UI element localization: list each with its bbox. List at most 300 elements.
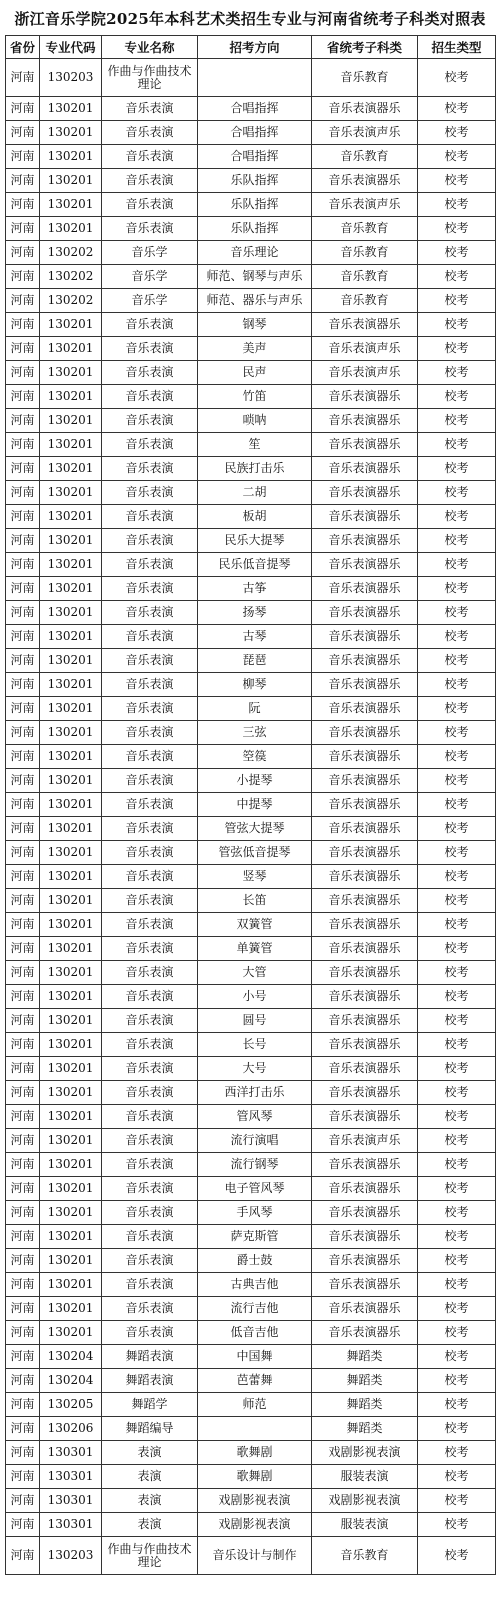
cell-province: 河南 <box>6 1513 40 1537</box>
cell-subcategory: 音乐教育 <box>312 145 418 169</box>
cell-admission-type: 校考 <box>418 59 496 97</box>
cell-major-name: 音乐表演 <box>102 433 198 457</box>
cell-province: 河南 <box>6 937 40 961</box>
cell-major-code: 130201 <box>40 217 102 241</box>
cell-province: 河南 <box>6 1081 40 1105</box>
cell-admission-type: 校考 <box>418 169 496 193</box>
table-row <box>6 1177 496 1201</box>
cell-province: 河南 <box>6 1417 40 1441</box>
cell-province: 河南 <box>6 289 40 313</box>
mapping-table <box>5 35 496 1575</box>
table-row <box>6 817 496 841</box>
table-row <box>6 241 496 265</box>
cell-admission-type: 校考 <box>418 841 496 865</box>
cell-subcategory: 音乐表演器乐 <box>312 649 418 673</box>
table-row <box>6 673 496 697</box>
cell-province: 河南 <box>6 1177 40 1201</box>
cell-major-name: 音乐表演 <box>102 649 198 673</box>
cell-admission-type: 校考 <box>418 985 496 1009</box>
cell-admission-type: 校考 <box>418 1465 496 1489</box>
cell-admission-type: 校考 <box>418 1489 496 1513</box>
cell-admission-type: 校考 <box>418 1201 496 1225</box>
table-row <box>6 193 496 217</box>
cell-admission-type: 校考 <box>418 409 496 433</box>
cell-major-code: 130201 <box>40 817 102 841</box>
table-row <box>6 145 496 169</box>
cell-subcategory: 音乐表演器乐 <box>312 697 418 721</box>
cell-admission-type: 校考 <box>418 313 496 337</box>
cell-major-name: 音乐表演 <box>102 1153 198 1177</box>
cell-province: 河南 <box>6 121 40 145</box>
header-major-code: 专业代码 <box>40 36 102 59</box>
cell-direction: 民乐大提琴 <box>198 529 312 553</box>
table-row <box>6 985 496 1009</box>
cell-major-code: 130201 <box>40 1249 102 1273</box>
cell-direction: 手风琴 <box>198 1201 312 1225</box>
header-direction: 招考方向 <box>198 36 312 59</box>
table-row <box>6 409 496 433</box>
cell-major-name: 音乐表演 <box>102 721 198 745</box>
cell-admission-type: 校考 <box>418 1537 496 1575</box>
cell-major-name: 音乐表演 <box>102 97 198 121</box>
cell-admission-type: 校考 <box>418 649 496 673</box>
cell-major-name: 音乐表演 <box>102 1297 198 1321</box>
cell-major-code: 130201 <box>40 673 102 697</box>
cell-direction: 管弦大提琴 <box>198 817 312 841</box>
cell-subcategory: 音乐表演器乐 <box>312 1273 418 1297</box>
cell-major-code: 130301 <box>40 1513 102 1537</box>
cell-major-name: 音乐表演 <box>102 313 198 337</box>
cell-direction: 戏剧影视表演 <box>198 1489 312 1513</box>
cell-direction: 西洋打击乐 <box>198 1081 312 1105</box>
cell-major-name: 音乐表演 <box>102 1321 198 1345</box>
table-row <box>6 97 496 121</box>
table-row <box>6 1321 496 1345</box>
cell-major-code: 130201 <box>40 1105 102 1129</box>
cell-major-code: 130201 <box>40 433 102 457</box>
cell-province: 河南 <box>6 145 40 169</box>
cell-province: 河南 <box>6 193 40 217</box>
cell-major-code: 130201 <box>40 337 102 361</box>
cell-major-code: 130201 <box>40 121 102 145</box>
cell-major-name: 音乐表演 <box>102 745 198 769</box>
cell-major-name: 音乐表演 <box>102 337 198 361</box>
cell-province: 河南 <box>6 1009 40 1033</box>
cell-major-code: 130201 <box>40 97 102 121</box>
cell-major-code: 130201 <box>40 985 102 1009</box>
cell-direction: 合唱指挥 <box>198 145 312 169</box>
cell-admission-type: 校考 <box>418 1345 496 1369</box>
cell-admission-type: 校考 <box>418 1129 496 1153</box>
table-row <box>6 1225 496 1249</box>
cell-admission-type: 校考 <box>418 817 496 841</box>
cell-major-code: 130205 <box>40 1393 102 1417</box>
cell-subcategory: 舞蹈类 <box>312 1417 418 1441</box>
cell-direction: 师范、钢琴与声乐 <box>198 265 312 289</box>
cell-subcategory: 音乐表演器乐 <box>312 433 418 457</box>
cell-major-code: 130201 <box>40 577 102 601</box>
cell-province: 河南 <box>6 841 40 865</box>
cell-admission-type: 校考 <box>418 937 496 961</box>
cell-subcategory: 音乐表演声乐 <box>312 1129 418 1153</box>
cell-major-code: 130201 <box>40 1153 102 1177</box>
cell-direction: 扬琴 <box>198 601 312 625</box>
cell-major-code: 130201 <box>40 601 102 625</box>
cell-direction: 古琴 <box>198 625 312 649</box>
cell-major-code: 130201 <box>40 505 102 529</box>
cell-province: 河南 <box>6 265 40 289</box>
cell-major-name: 音乐表演 <box>102 841 198 865</box>
cell-province: 河南 <box>6 1273 40 1297</box>
table-row <box>6 1033 496 1057</box>
cell-province: 河南 <box>6 1225 40 1249</box>
cell-major-name: 音乐表演 <box>102 577 198 601</box>
cell-major-code: 130201 <box>40 193 102 217</box>
cell-province: 河南 <box>6 625 40 649</box>
cell-admission-type: 校考 <box>418 865 496 889</box>
cell-direction: 歌舞剧 <box>198 1441 312 1465</box>
cell-province: 河南 <box>6 817 40 841</box>
table-row <box>6 625 496 649</box>
cell-major-name: 音乐表演 <box>102 793 198 817</box>
cell-province: 河南 <box>6 337 40 361</box>
cell-direction: 音乐设计与制作 <box>198 1537 312 1575</box>
cell-major-code: 130201 <box>40 457 102 481</box>
cell-direction <box>198 59 312 97</box>
cell-subcategory: 音乐表演器乐 <box>312 553 418 577</box>
cell-subcategory: 音乐表演器乐 <box>312 601 418 625</box>
cell-subcategory: 音乐表演器乐 <box>312 1297 418 1321</box>
cell-direction: 竖琴 <box>198 865 312 889</box>
cell-admission-type: 校考 <box>418 673 496 697</box>
cell-direction: 民乐低音提琴 <box>198 553 312 577</box>
cell-direction: 师范 <box>198 1393 312 1417</box>
cell-subcategory: 音乐表演器乐 <box>312 1081 418 1105</box>
table-row <box>6 313 496 337</box>
cell-major-code: 130202 <box>40 289 102 313</box>
cell-province: 河南 <box>6 697 40 721</box>
cell-direction: 乐队指挥 <box>198 217 312 241</box>
cell-subcategory: 音乐表演声乐 <box>312 121 418 145</box>
cell-major-name: 舞蹈学 <box>102 1393 198 1417</box>
table-row <box>6 553 496 577</box>
cell-admission-type: 校考 <box>418 193 496 217</box>
cell-major-code: 130201 <box>40 1201 102 1225</box>
cell-major-name: 舞蹈表演 <box>102 1345 198 1369</box>
cell-province: 河南 <box>6 985 40 1009</box>
cell-major-name: 音乐表演 <box>102 217 198 241</box>
cell-admission-type: 校考 <box>418 289 496 313</box>
cell-province: 河南 <box>6 1201 40 1225</box>
cell-major-code: 130201 <box>40 889 102 913</box>
cell-major-code: 130202 <box>40 265 102 289</box>
cell-admission-type: 校考 <box>418 553 496 577</box>
cell-admission-type: 校考 <box>418 697 496 721</box>
cell-major-name: 音乐表演 <box>102 457 198 481</box>
cell-major-code: 130201 <box>40 169 102 193</box>
cell-admission-type: 校考 <box>418 1033 496 1057</box>
cell-admission-type: 校考 <box>418 1009 496 1033</box>
cell-admission-type: 校考 <box>418 1177 496 1201</box>
cell-direction: 美声 <box>198 337 312 361</box>
cell-major-name: 音乐表演 <box>102 505 198 529</box>
cell-subcategory: 音乐表演器乐 <box>312 673 418 697</box>
cell-major-code: 130301 <box>40 1441 102 1465</box>
cell-province: 河南 <box>6 1489 40 1513</box>
cell-direction: 低音吉他 <box>198 1321 312 1345</box>
cell-major-code: 130201 <box>40 409 102 433</box>
cell-subcategory: 音乐教育 <box>312 241 418 265</box>
cell-major-name: 音乐学 <box>102 289 198 313</box>
cell-major-name: 音乐表演 <box>102 121 198 145</box>
table-row <box>6 217 496 241</box>
table-row <box>6 913 496 937</box>
cell-direction: 流行演唱 <box>198 1129 312 1153</box>
cell-province: 河南 <box>6 1057 40 1081</box>
cell-subcategory: 音乐表演器乐 <box>312 1009 418 1033</box>
cell-subcategory: 音乐表演器乐 <box>312 793 418 817</box>
cell-subcategory: 戏剧影视表演 <box>312 1489 418 1513</box>
cell-major-code: 130201 <box>40 793 102 817</box>
cell-province: 河南 <box>6 1537 40 1575</box>
cell-direction: 圆号 <box>198 1009 312 1033</box>
cell-subcategory: 音乐表演器乐 <box>312 385 418 409</box>
cell-direction: 芭蕾舞 <box>198 1369 312 1393</box>
cell-direction: 民声 <box>198 361 312 385</box>
table-row <box>6 1081 496 1105</box>
table-row <box>6 481 496 505</box>
cell-subcategory: 音乐表演器乐 <box>312 409 418 433</box>
cell-province: 河南 <box>6 1249 40 1273</box>
cell-admission-type: 校考 <box>418 1441 496 1465</box>
cell-admission-type: 校考 <box>418 337 496 361</box>
cell-major-name: 作曲与作曲技术理论 <box>102 1537 198 1575</box>
cell-admission-type: 校考 <box>418 1513 496 1537</box>
table-row <box>6 1057 496 1081</box>
cell-subcategory: 音乐表演器乐 <box>312 961 418 985</box>
cell-province: 河南 <box>6 913 40 937</box>
cell-direction: 大管 <box>198 961 312 985</box>
cell-direction: 乐队指挥 <box>198 193 312 217</box>
cell-major-code: 130201 <box>40 553 102 577</box>
cell-admission-type: 校考 <box>418 121 496 145</box>
cell-major-code: 130201 <box>40 1033 102 1057</box>
cell-major-name: 音乐表演 <box>102 409 198 433</box>
table-row <box>6 1417 496 1441</box>
cell-province: 河南 <box>6 505 40 529</box>
cell-major-name: 音乐表演 <box>102 937 198 961</box>
cell-admission-type: 校考 <box>418 745 496 769</box>
table-row <box>6 937 496 961</box>
cell-major-name: 舞蹈表演 <box>102 1369 198 1393</box>
cell-admission-type: 校考 <box>418 433 496 457</box>
cell-major-code: 130201 <box>40 1297 102 1321</box>
cell-major-code: 130201 <box>40 1177 102 1201</box>
table-row <box>6 1249 496 1273</box>
cell-province: 河南 <box>6 553 40 577</box>
cell-subcategory: 音乐表演器乐 <box>312 1249 418 1273</box>
cell-major-name: 音乐表演 <box>102 697 198 721</box>
cell-major-name: 作曲与作曲技术理论 <box>102 59 198 97</box>
cell-subcategory: 音乐表演器乐 <box>312 721 418 745</box>
table-row <box>6 1273 496 1297</box>
cell-major-code: 130201 <box>40 1321 102 1345</box>
cell-major-code: 130201 <box>40 745 102 769</box>
cell-admission-type: 校考 <box>418 1369 496 1393</box>
cell-admission-type: 校考 <box>418 1081 496 1105</box>
cell-subcategory: 服装表演 <box>312 1513 418 1537</box>
cell-major-name: 音乐表演 <box>102 1177 198 1201</box>
cell-subcategory: 音乐表演器乐 <box>312 865 418 889</box>
header-admission-type: 招生类型 <box>418 36 496 59</box>
cell-major-code: 130201 <box>40 385 102 409</box>
table-row <box>6 289 496 313</box>
cell-direction: 合唱指挥 <box>198 121 312 145</box>
cell-province: 河南 <box>6 889 40 913</box>
cell-direction: 戏剧影视表演 <box>198 1513 312 1537</box>
table-row <box>6 577 496 601</box>
cell-admission-type: 校考 <box>418 1393 496 1417</box>
cell-province: 河南 <box>6 481 40 505</box>
cell-major-code: 130201 <box>40 769 102 793</box>
cell-subcategory: 音乐表演器乐 <box>312 1153 418 1177</box>
cell-direction: 流行钢琴 <box>198 1153 312 1177</box>
cell-major-name: 音乐表演 <box>102 601 198 625</box>
cell-admission-type: 校考 <box>418 1417 496 1441</box>
table-row <box>6 1489 496 1513</box>
cell-direction: 歌舞剧 <box>198 1465 312 1489</box>
cell-direction: 中提琴 <box>198 793 312 817</box>
cell-subcategory: 音乐教育 <box>312 59 418 97</box>
cell-subcategory: 音乐教育 <box>312 265 418 289</box>
cell-major-code: 130201 <box>40 913 102 937</box>
cell-major-code: 130201 <box>40 625 102 649</box>
cell-direction: 柳琴 <box>198 673 312 697</box>
cell-subcategory: 音乐教育 <box>312 289 418 313</box>
cell-admission-type: 校考 <box>418 1321 496 1345</box>
table-row <box>6 1009 496 1033</box>
cell-subcategory: 音乐表演器乐 <box>312 313 418 337</box>
cell-admission-type: 校考 <box>418 625 496 649</box>
cell-major-code: 130202 <box>40 241 102 265</box>
cell-admission-type: 校考 <box>418 913 496 937</box>
table-row <box>6 961 496 985</box>
cell-province: 河南 <box>6 409 40 433</box>
cell-admission-type: 校考 <box>418 1249 496 1273</box>
table-row <box>6 649 496 673</box>
cell-major-name: 音乐表演 <box>102 1201 198 1225</box>
cell-major-code: 130203 <box>40 1537 102 1575</box>
cell-major-name: 音乐表演 <box>102 1105 198 1129</box>
cell-province: 河南 <box>6 769 40 793</box>
header-subcategory: 省统考子科类 <box>312 36 418 59</box>
cell-province: 河南 <box>6 649 40 673</box>
cell-province: 河南 <box>6 1393 40 1417</box>
cell-major-code: 130201 <box>40 1129 102 1153</box>
cell-major-code: 130201 <box>40 961 102 985</box>
cell-subcategory: 音乐表演器乐 <box>312 481 418 505</box>
cell-major-name: 表演 <box>102 1465 198 1489</box>
cell-major-code: 130201 <box>40 145 102 169</box>
cell-direction: 古筝 <box>198 577 312 601</box>
cell-subcategory: 音乐表演器乐 <box>312 817 418 841</box>
table-row <box>6 1345 496 1369</box>
cell-major-name: 音乐表演 <box>102 361 198 385</box>
cell-subcategory: 音乐表演器乐 <box>312 889 418 913</box>
cell-direction: 音乐理论 <box>198 241 312 265</box>
cell-province: 河南 <box>6 217 40 241</box>
cell-direction: 板胡 <box>198 505 312 529</box>
cell-subcategory: 音乐表演器乐 <box>312 97 418 121</box>
cell-subcategory: 音乐表演器乐 <box>312 529 418 553</box>
cell-province: 河南 <box>6 169 40 193</box>
cell-direction: 管风琴 <box>198 1105 312 1129</box>
cell-direction: 大号 <box>198 1057 312 1081</box>
cell-province: 河南 <box>6 433 40 457</box>
cell-major-name: 音乐表演 <box>102 193 198 217</box>
table-row <box>6 1201 496 1225</box>
cell-province: 河南 <box>6 457 40 481</box>
cell-province: 河南 <box>6 961 40 985</box>
table-row <box>6 361 496 385</box>
table-row <box>6 793 496 817</box>
cell-direction: 流行吉他 <box>198 1297 312 1321</box>
cell-province: 河南 <box>6 1033 40 1057</box>
table-row <box>6 841 496 865</box>
cell-direction: 萨克斯管 <box>198 1225 312 1249</box>
cell-major-name: 表演 <box>102 1513 198 1537</box>
cell-major-code: 130201 <box>40 697 102 721</box>
cell-admission-type: 校考 <box>418 97 496 121</box>
cell-direction: 爵士鼓 <box>198 1249 312 1273</box>
cell-major-code: 130201 <box>40 841 102 865</box>
cell-direction: 钢琴 <box>198 313 312 337</box>
cell-admission-type: 校考 <box>418 1105 496 1129</box>
cell-major-name: 音乐表演 <box>102 913 198 937</box>
cell-direction: 阮 <box>198 697 312 721</box>
table-row <box>6 1297 496 1321</box>
table-row <box>6 1441 496 1465</box>
cell-major-name: 音乐表演 <box>102 985 198 1009</box>
cell-direction: 笙 <box>198 433 312 457</box>
cell-province: 河南 <box>6 97 40 121</box>
cell-major-code: 130201 <box>40 1057 102 1081</box>
cell-province: 河南 <box>6 745 40 769</box>
table-row <box>6 889 496 913</box>
table-row <box>6 1105 496 1129</box>
cell-province: 河南 <box>6 313 40 337</box>
cell-major-code: 130301 <box>40 1465 102 1489</box>
cell-major-name: 表演 <box>102 1441 198 1465</box>
table-row <box>6 59 496 97</box>
cell-admission-type: 校考 <box>418 601 496 625</box>
cell-direction: 长笛 <box>198 889 312 913</box>
cell-admission-type: 校考 <box>418 961 496 985</box>
cell-subcategory: 服装表演 <box>312 1465 418 1489</box>
cell-province: 河南 <box>6 529 40 553</box>
cell-province: 河南 <box>6 361 40 385</box>
cell-major-name: 音乐表演 <box>102 1057 198 1081</box>
cell-major-name: 音乐表演 <box>102 385 198 409</box>
cell-subcategory: 音乐表演声乐 <box>312 361 418 385</box>
cell-major-code: 130201 <box>40 1273 102 1297</box>
cell-major-name: 音乐表演 <box>102 1129 198 1153</box>
cell-direction: 乐队指挥 <box>198 169 312 193</box>
cell-direction: 古典吉他 <box>198 1273 312 1297</box>
table-row <box>6 769 496 793</box>
table-row <box>6 1537 496 1575</box>
cell-admission-type: 校考 <box>418 577 496 601</box>
